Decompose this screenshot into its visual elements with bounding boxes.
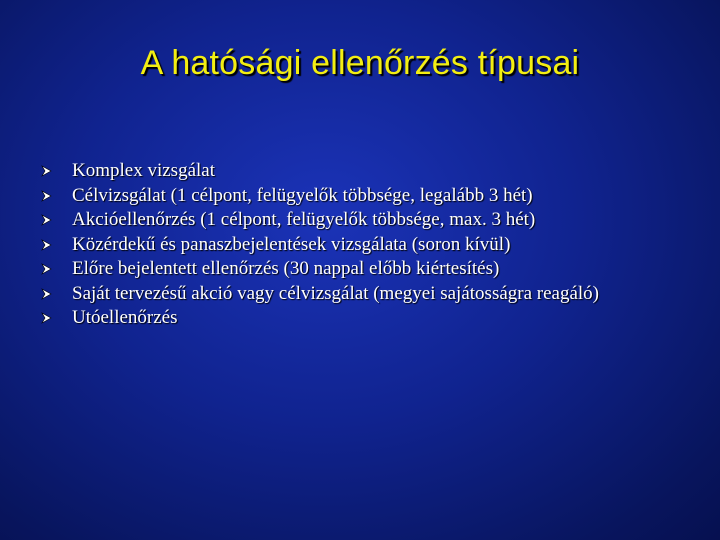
bullet-text: Saját tervezésű akció vagy célvizsgálat (megyei sajátosságra reagáló) xyxy=(72,282,600,304)
bullet-text: Célvizsgálat (1 célpont, felügyelők többsége, legalább 3 hét) xyxy=(72,184,533,206)
arrowhead-bullet-icon xyxy=(40,257,72,282)
bullet-item-action xyxy=(40,208,674,233)
slide-title: A hatósági ellenőrzés típusai xyxy=(140,44,580,82)
arrowhead-bullet-icon xyxy=(40,208,72,233)
bullet-item-follow-up xyxy=(40,306,674,331)
bullet-list xyxy=(40,159,674,331)
bullet-text: Utóellenőrzés xyxy=(72,307,178,328)
arrowhead-bullet-icon xyxy=(40,282,72,307)
bullet-item-complex xyxy=(40,159,674,184)
bullet-item-announced xyxy=(40,257,674,282)
bullet-text: Előre bejelentett ellenőrzés (30 nappal előbb kiértesítés) xyxy=(72,258,500,279)
arrowhead-bullet-icon xyxy=(40,306,72,331)
bullet-item-complaints xyxy=(40,233,674,258)
bullet-text: Akcióellenőrzés (1 célpont, felügyelők többsége, max. 3 hét) xyxy=(72,209,536,230)
bullet-text: Komplex vizsgálat xyxy=(72,160,215,181)
bullet-item-own-planning xyxy=(40,282,674,307)
bullet-text: Közérdekű és panaszbejelentések vizsgálata (soron kívül) xyxy=(72,233,511,255)
bullet-item-target xyxy=(40,184,674,209)
arrowhead-bullet-icon xyxy=(40,233,72,258)
arrowhead-bullet-icon xyxy=(40,159,72,184)
arrowhead-bullet-icon xyxy=(40,184,72,209)
